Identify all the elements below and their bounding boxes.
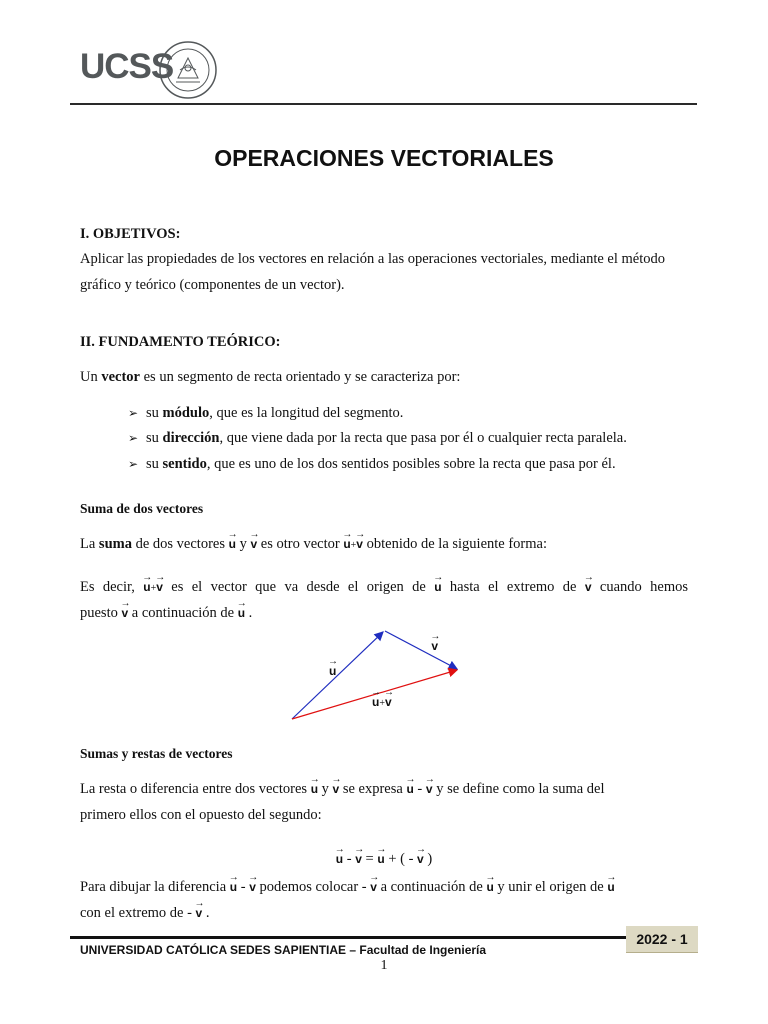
- text: con el extremo de -: [80, 905, 196, 921]
- text: podemos colocar -: [255, 879, 371, 895]
- bullet-post: , que viene dada por la recta que pasa por él o cualquier recta paralela.: [219, 430, 627, 446]
- text: de dos vectores: [131, 536, 229, 552]
- text: .: [245, 605, 253, 621]
- text: y: [235, 536, 251, 552]
- bullet-pre: su: [146, 405, 163, 421]
- bullet-arrow-icon: ➢: [128, 457, 139, 471]
- diagram-sum-plus: +: [379, 698, 385, 709]
- text: -: [237, 879, 250, 895]
- text: y se define como la suma del: [432, 781, 605, 797]
- bullet-pre: su: [146, 430, 163, 446]
- vector-u: → u: [238, 603, 245, 619]
- vector-u: → u: [486, 877, 493, 893]
- text: se expresa: [339, 781, 407, 797]
- vector-sum-diagram: [280, 620, 480, 730]
- text: y: [318, 781, 333, 797]
- vector-v: → v: [250, 534, 257, 550]
- text: -: [413, 781, 426, 797]
- text: La: [80, 536, 99, 552]
- bullet-bold: dirección: [162, 430, 220, 446]
- text: .: [202, 905, 210, 921]
- text: ): [423, 851, 433, 867]
- diagram-label-v: → v: [431, 636, 438, 652]
- bullet-direccion: [128, 430, 627, 447]
- diff-equation: [0, 849, 768, 868]
- text: obtenido de la siguiente forma:: [362, 536, 548, 552]
- bullet-arrow-icon: ➢: [128, 406, 139, 420]
- diff-line-2: primero ellos con el opuesto del segundo:: [80, 807, 322, 823]
- bullet-bold: sentido: [162, 456, 207, 472]
- text: Para dibujar la diferencia: [80, 879, 230, 895]
- bullet-arrow-icon: ➢: [128, 431, 139, 445]
- text: a continuación de: [376, 879, 487, 895]
- plus-sign: +: [150, 583, 157, 594]
- vector-v: → v: [121, 603, 128, 619]
- vector-v: → v: [417, 849, 424, 865]
- vector-u: → u: [434, 577, 441, 593]
- vector-v-arrow: [385, 631, 457, 669]
- bullet-post: , que es la longitud del segmento.: [209, 405, 404, 421]
- page-number: 1: [380, 958, 388, 973]
- header-divider: [70, 103, 697, 105]
- year-badge: 2022 - 1: [626, 926, 698, 953]
- text: cuando hemos: [591, 579, 689, 595]
- diff-line-1: [80, 776, 688, 802]
- text: puesto: [80, 605, 122, 621]
- text: a continuación de: [128, 605, 238, 621]
- bullet-pre: su: [146, 456, 163, 472]
- bullet-modulo: [128, 405, 403, 422]
- vector-v: → v: [333, 779, 340, 795]
- vector-v: → v: [585, 577, 592, 593]
- vector-u: → u: [607, 877, 614, 893]
- intro-post: es un segmento de recta orientado y se caracteriza por:: [140, 369, 461, 385]
- vector-u: → u: [230, 877, 237, 893]
- sum-bold: suma: [98, 536, 132, 552]
- intro-bold: vector: [101, 369, 140, 385]
- text: -: [343, 851, 356, 867]
- vector-v: → v: [249, 877, 256, 893]
- bullet-sentido: [128, 456, 616, 473]
- text: + ( -: [384, 851, 418, 867]
- diff-heading: Sumas y restas de vectores: [80, 746, 233, 761]
- vector-v: → v: [156, 577, 163, 593]
- vector-u: → u: [143, 577, 150, 593]
- footer-divider: [70, 936, 696, 939]
- vector-v: → v: [196, 903, 203, 919]
- vector-v: → v: [355, 849, 362, 865]
- theory-heading: II. FUNDAMENTO TEÓRICO:: [80, 334, 281, 350]
- diagram-sum-v: → v: [385, 692, 392, 708]
- vector-u: → u: [406, 779, 413, 795]
- vector-v: → v: [426, 779, 433, 795]
- vector-u: → u: [343, 534, 350, 550]
- text: es el vector que va desde el origen de: [162, 579, 435, 595]
- objectives-line-2: gráfico y teórico (componentes de un vector).: [80, 277, 345, 293]
- vector-u: → u: [229, 534, 236, 550]
- vector-v: → v: [370, 877, 377, 893]
- sum-heading: Suma de dos vectores: [80, 501, 204, 516]
- objectives-line-1: Aplicar las propiedades de los vectores en relación a las operaciones vectoriales, mediante el método: [80, 251, 665, 267]
- footer-institution: UNIVERSIDAD CATÓLICA SEDES SAPIENTIAE – Facultad de Ingeniería: [80, 943, 487, 957]
- university-seal-icon: [158, 40, 218, 100]
- vector-v: → v: [356, 534, 363, 550]
- diagram-sum-u: → u: [372, 692, 379, 708]
- university-logo-text: UCSS: [80, 47, 174, 86]
- plus-sign: +: [350, 540, 357, 551]
- sum-explanation-line-1: [80, 574, 688, 602]
- diagram-label-u: → u: [329, 661, 336, 677]
- page-title: OPERACIONES VECTORIALES: [214, 145, 554, 171]
- text: =: [361, 851, 378, 867]
- text: hasta el extremo de: [441, 579, 585, 595]
- bullet-bold: módulo: [162, 405, 210, 421]
- text: La resta o diferencia entre dos vectores: [80, 781, 311, 797]
- diff-line-3: [80, 874, 688, 900]
- vector-u: → u: [377, 849, 384, 865]
- bullet-post: , que es uno de los dos sentidos posibles sobre la recta que pasa por él.: [206, 456, 616, 472]
- text: y unir el origen de: [493, 879, 608, 895]
- diff-line-4: [80, 900, 688, 926]
- vector-u: → u: [336, 849, 343, 865]
- sum-definition: [80, 531, 688, 559]
- diagram-label-sum: [372, 692, 392, 709]
- objectives-heading: I. OBJETIVOS:: [80, 226, 181, 242]
- text: Es decir,: [80, 579, 144, 595]
- vector-u: → u: [311, 779, 318, 795]
- intro-pre: Un: [80, 369, 102, 385]
- text: es otro vector: [257, 536, 344, 552]
- theory-intro: [80, 364, 688, 390]
